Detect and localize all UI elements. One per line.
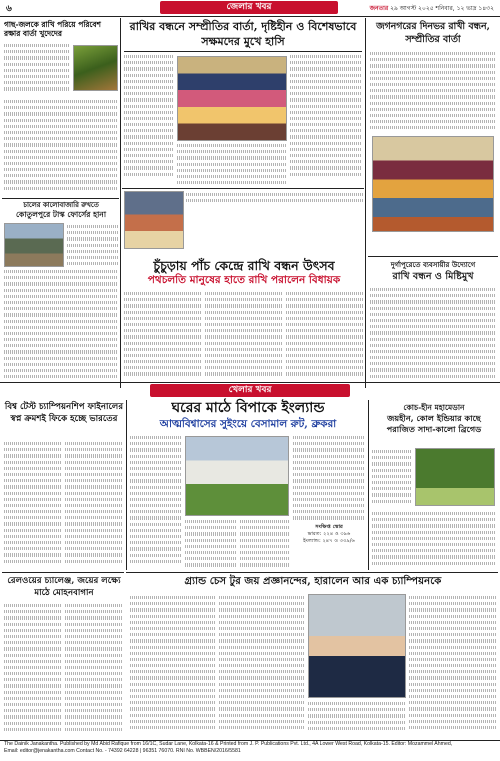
rakhi-body-1	[124, 53, 174, 185]
chess-body-4	[409, 594, 497, 736]
wtc-body-1	[4, 440, 62, 570]
scorecard-line-2: ইংল্যান্ড: ২৪৭ ও ৩৩৯/৬	[303, 538, 355, 544]
jaynagar-photo	[372, 136, 494, 232]
jaynagar-rule	[368, 256, 498, 257]
tree-headline: গাছ-জলকে রাখি পরিয়ে পরিবেশ রক্ষার বার্তা খুদেদের	[4, 20, 101, 38]
kotulpur-headline: কোতুলপুরে টাস্ক ফোর্সের হানা	[15, 209, 107, 219]
tree-photo	[73, 45, 118, 91]
mohammedan-body-1	[372, 448, 412, 508]
england-photo	[185, 436, 289, 516]
section-title: জেলার খবর	[226, 2, 272, 12]
chess-headline: গ্র্যান্ড চেস টুর জয় প্রজ্ঞানন্দের, হারালেন আর এক চ্যাম্পিয়নকে	[184, 575, 442, 587]
sports-banner	[150, 384, 350, 397]
chess-body-1	[130, 594, 216, 736]
kotulpur-rule	[2, 198, 119, 199]
kotulpur-kicker: চালের কালোবাজারি রুখতে	[23, 201, 99, 209]
chinsurah-body-2	[205, 290, 283, 380]
mohammedan-body-2	[372, 510, 496, 570]
jaynagar-story	[370, 20, 496, 46]
england-body-3	[240, 518, 290, 568]
imprint-line-1: The Dainik Janakantha. Published by Md Abid Rafique from 16/1C, Sudar Lane, Kolkata-16 & Printed from J. P. Publications Pvt. Ltd., 4A Lower West Road, Kolkata-15. Editor: Mozammel Ahmed,	[4, 741, 453, 747]
mohammedan-story	[372, 403, 496, 435]
column-rule-right	[365, 18, 366, 388]
chess-photo	[308, 594, 406, 698]
chess-body-2	[219, 594, 305, 736]
scorecard	[293, 524, 365, 545]
mohammedan-kicker: কোচ-হীন মহামেডান	[403, 403, 465, 412]
durgapur-story	[370, 260, 496, 283]
page-number: ৬	[6, 4, 12, 14]
chinsurah-subhead: পথচলতি মানুষের হাতে রাখি পরালেন বিধায়ক	[147, 274, 341, 286]
column-rule	[120, 18, 121, 388]
kotulpur-body-2	[4, 268, 118, 380]
mohammedan-headline: জয়হীন, কোল ইন্ডিয়ার কাছে পরাজিত সাদা-কালো ব্রিগেড	[386, 413, 482, 434]
chess-story	[130, 575, 496, 588]
issue-date: ২৯ আগস্ট ২০২৫ শনিবার, ১২ ভাদ্র ১৪৩২	[390, 5, 494, 12]
mohunbagan-body-1	[4, 602, 62, 736]
mohammedan-photo	[415, 448, 495, 506]
wtc-headline: বিশ্ব টেস্ট চ্যাম্পিয়নশিপ ফাইনালের স্বপ্ন ক্রমশই ফিকে হচ্ছে ভারতের	[4, 402, 124, 424]
scorecard-line-1: ভারত: ২২৪ ও ৩৯৬	[307, 531, 351, 537]
chinsurah-rule	[122, 188, 364, 189]
wtc-story	[4, 401, 124, 425]
kotulpur-photo	[4, 223, 64, 267]
header-rule	[0, 16, 500, 17]
rakhi-body-3	[290, 53, 362, 185]
kotulpur-story	[4, 201, 118, 220]
chinsurah-body-top	[186, 191, 364, 205]
tree-story	[4, 20, 118, 38]
england-body-2	[185, 518, 237, 568]
imprint-footer	[0, 740, 500, 761]
rakhi-photo	[177, 56, 287, 141]
chinsurah-body-1	[124, 290, 202, 380]
rakhi-rule	[124, 51, 362, 52]
england-headline: ঘরের মাঠে বিপাকে ইংল্যান্ড	[171, 400, 325, 416]
mohunbagan-headline: রেলওয়ের চ্যালেঞ্জ, জয়ের লক্ষ্যে মাঠে মোহনবাগান	[7, 576, 121, 598]
england-body-1	[130, 434, 182, 568]
section-banner	[160, 1, 338, 14]
mohunbagan-body-2	[65, 602, 123, 736]
chess-body-3	[308, 700, 406, 736]
chinsurah-story	[124, 258, 364, 287]
kotulpur-body-1	[67, 223, 119, 267]
jaynagar-body-1	[370, 50, 496, 134]
jaynagar-headline: জগনগরের দিনভর রাখী বন্ধন, সম্প্রীতির বার্তা	[376, 21, 490, 45]
chinsurah-headline: চুঁচুড়ায় পাঁচ কেন্দ্রে রাখি বন্ধন উৎসব	[153, 258, 335, 273]
wtc-body-2	[65, 440, 123, 570]
sports-col-rule	[126, 400, 127, 570]
page-header	[0, 0, 500, 15]
england-body-4	[293, 434, 365, 522]
durgapur-body	[370, 286, 496, 380]
durgapur-headline: রাখি বন্ধন ও মিষ্টিমুখ	[392, 271, 474, 282]
england-subhead: আত্মবিশ্বাসের সুইংয়ে বেসামাল রুট, ব্রুকরা	[159, 418, 337, 430]
mohunbagan-story	[4, 575, 124, 599]
mohunbagan-rule	[2, 572, 124, 573]
chinsurah-photo	[124, 191, 184, 249]
tree-body-2	[4, 98, 118, 196]
rakhi-headline: রাখির বন্ধনে সম্প্রীতির বার্তা, দৃষ্টিহীন ও বিশেষভাবে সক্ষমদের মুখে হাসি	[129, 20, 357, 48]
sports-rule	[0, 382, 500, 383]
tree-body-1	[4, 42, 70, 97]
chinsurah-body-3	[286, 290, 364, 380]
imprint-line-2: Email: editor@jenakantha.com Contact No. - 74392 64228 | 96351 76070. RNI No. WBBEN/2016/5581	[4, 748, 241, 754]
masthead-date	[370, 3, 494, 14]
masthead-name: জনতার	[369, 5, 389, 12]
sports-col-rule-right	[368, 400, 369, 570]
scorecard-label: সংক্ষিপ্ত স্কোর	[315, 524, 343, 530]
durgapur-kicker: দুর্গাপুরেতে ব্যবসায়ীর উদ্যোগে	[390, 260, 476, 269]
sports-title: খেলার খবর	[228, 385, 272, 395]
chess-rule	[126, 572, 498, 573]
rakhi-body-2	[177, 142, 287, 186]
rakhi-story	[124, 20, 362, 49]
england-story	[130, 400, 366, 431]
